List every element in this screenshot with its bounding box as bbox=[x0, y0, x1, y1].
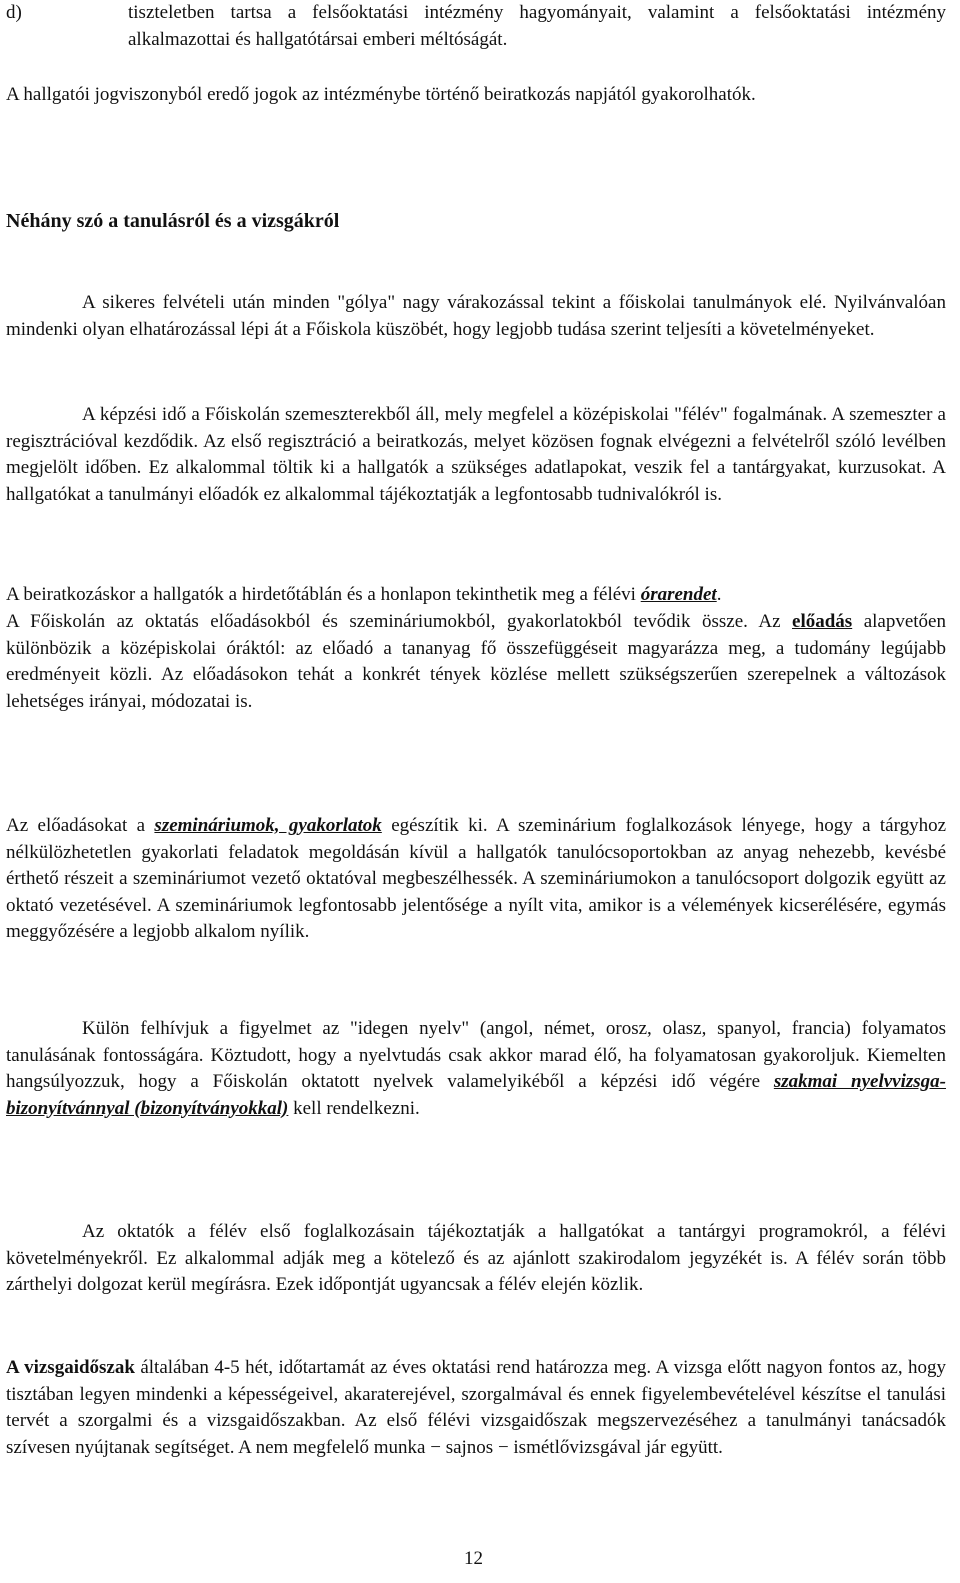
page-number: 12 bbox=[464, 1548, 483, 1569]
paragraph-3 bbox=[6, 582, 946, 609]
paragraph-3-end: . bbox=[716, 584, 722, 605]
list-marker: d) bbox=[6, 2, 22, 23]
paragraph-7: Az oktatók a félév első foglalkozásain tájékoztatják a hallgatókat a tantárgyi programokról, a félévi követelményekről. Ez alkalommal adják meg a kötelező és az ajánlott szakirodalom jegyzékét is. A félév során több zárthelyi dolgozat kerül megírásra. Ezek időpontját ugyancsak a félév elején közlik. bbox=[6, 1221, 946, 1296]
paragraph-6-part1: Külön felhívjuk a figyelmet az "idegen nyelv" (angol, német, orosz, olasz, spanyol, francia) folyamatos tanulásának fontosságára. Köztudott, hogy a nyelvtudás csak akkor marad élő, ha folyamatosan gyakoroljuk. Kiemelten hangsúlyozzuk, hogy a Főiskolán oktatott nyelvek valamelyikéből a képzési idő végére bbox=[6, 1018, 946, 1093]
paragraph-5 bbox=[6, 813, 946, 946]
list-item-text: tiszteletben tartsa a felsőoktatási intézmény hagyományait, valamint a felsőoktatási intézmény alkalmazottai és hallgatótársai emberi méltóságát. bbox=[128, 2, 946, 50]
paragraph-4-part2: alapvetően különbözik a középiskolai óráktól: az előadó a tananyag fő összefüggéseit magyarázza meg, a tudomány legújabb eredményeit közli. Az előadásokon tehát a konkrét tények közlése mellett szükségszerűen szerepelnek a változások lehetséges irányai, módozatai is. bbox=[6, 611, 946, 712]
timetable-emphasis: órarendet bbox=[640, 584, 717, 605]
paragraph-5-part1: Az előadásokat a bbox=[6, 815, 155, 836]
paragraph-8-part1: általában 4-5 hét, időtartamát az éves oktatási rend határozza meg. A vizsga előtt nagyon fontos az, hogy tisztában legyen mindenki a képességeivel, akaraterejével, szorgalmával és ennek figyelembevételével készítse el tanulási tervét a szorgalmi és a vizsgaidőszakban. Az első félévi vizsgaidőszak megszervezéséhez a tanulmányi tanácsadók szívesen nyújtanak segítséget. A nem megfelelő munka − sajnos − ismétlővizsgával jár együtt. bbox=[6, 1357, 946, 1458]
paragraph-4 bbox=[6, 609, 946, 715]
paragraph-1-block bbox=[6, 290, 946, 343]
paragraph-1: A sikeres felvételi után minden "gólya" nagy várakozással tekint a főiskolai tanulmányok elé. Nyilvánvalóan mindenki olyan elhatározással lépi át a Főiskola küszöbét, hogy legjobb tudása szerint teljesíti a követelményeket. bbox=[6, 292, 946, 340]
paragraph-3-text: A beiratkozáskor a hallgatók a hirdetőtáblán és a honlapon tekinthetik meg a félévi bbox=[6, 584, 641, 605]
paragraph-4-part1: A Főiskolán az oktatás előadásokból és szemináriumokból, gyakorlatokból tevődik össze. Az bbox=[6, 611, 793, 632]
rights-paragraph: A hallgatói jogviszonyból eredő jogok az intézménybe történő beiratkozás napjától gyakorolhatók. bbox=[6, 84, 756, 105]
paragraph-2: A képzési idő a Főiskolán szemeszterekből áll, mely megfelel a középiskolai "félév" fogalmának. A szemeszter a regisztrációval kezdődik. Az első regisztráció a beiratkozás, melyet közösen fognak elvégezni a felvételről szóló levélben megjelölt időben. Ez alkalommal töltik ki a hallgatók a szükséges adatlapokat, veszik fel a tantárgyakat, kurzusokat. A hallgatókat a tanulmányi előadók ez alkalommal tájékoztatják a legfontosabb tudnivalókról is. bbox=[6, 404, 946, 505]
section-heading: Néhány szó a tanulásról és a vizsgákról bbox=[6, 210, 340, 232]
list-item-d bbox=[6, 0, 946, 53]
paragraph-6-part2: kell rendelkezni. bbox=[288, 1097, 420, 1119]
paragraph-5-block bbox=[6, 813, 946, 946]
paragraph-4-block bbox=[6, 609, 946, 715]
paragraph-2-block bbox=[6, 402, 946, 508]
paragraph-5-part2: egészítik ki. A szeminárium foglalkozások lényege, hogy a tárgyhoz nélkülözhetetlen gyakorlati feladatok megoldásán kívül a hallgatók tanulócsoportokban az anyag nehezebb, kevésbé érthető részeit a szemináriumot vezető oktatóval megbeszélhessék. A szemináriumokon a tanulócsoport dolgozik együtt az oktató vezetésével. A szemináriumok legfontosabb jelentősége a nyílt vita, amikor is a vélemények kicserélésére, egymás meggyőzésére a legjobb alkalom nyílik. bbox=[6, 815, 947, 943]
exam-period-emphasis: A vizsgaidőszak bbox=[6, 1357, 135, 1378]
paragraph-6 bbox=[6, 1016, 946, 1122]
paragraph-3-block bbox=[6, 582, 946, 609]
paragraph-8-block bbox=[6, 1355, 946, 1461]
paragraph-8 bbox=[6, 1355, 946, 1461]
paragraph-6-block bbox=[6, 1016, 946, 1122]
language-exam-emphasis: szakmai nyelvvizsga-bizonyítvánnyal (bizonyítványokkal) bbox=[6, 1071, 946, 1119]
paragraph-7-block bbox=[6, 1219, 946, 1299]
seminars-emphasis: szemináriumok, gyakorlatok bbox=[154, 815, 382, 836]
lecture-emphasis: előadás bbox=[792, 611, 853, 632]
rights-paragraph-block bbox=[6, 82, 946, 109]
